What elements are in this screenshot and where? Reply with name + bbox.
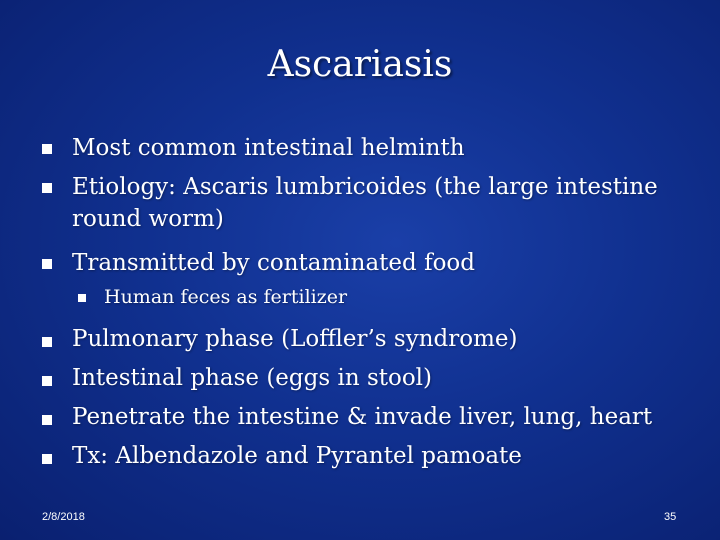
bullet-marker xyxy=(42,183,52,193)
bullet-item: Penetrate the intestine & invade liver, lung, heart xyxy=(72,404,653,430)
bullet-marker xyxy=(42,144,52,154)
bullet-marker xyxy=(42,376,52,386)
bullet-item: Etiology: Ascaris lumbricoides (the large intestine round worm) xyxy=(72,174,658,232)
bullet-item: Most common intestinal helminth xyxy=(72,135,465,161)
sub-bullet-item: Human feces as fertilizer xyxy=(104,286,348,308)
bullet-marker xyxy=(42,337,52,347)
footer-date: 2/8/2018 xyxy=(42,511,85,523)
sub-bullet-marker xyxy=(78,294,86,302)
bullet-marker xyxy=(42,454,52,464)
slide-title: Ascariasis xyxy=(267,44,453,85)
bullet-item: Transmitted by contaminated food xyxy=(72,250,475,276)
bullet-marker xyxy=(42,415,52,425)
bullet-item: Intestinal phase (eggs in stool) xyxy=(72,365,433,391)
footer-page-number: 35 xyxy=(664,511,677,523)
bullet-marker xyxy=(42,259,52,269)
bullet-item: Tx: Albendazole and Pyrantel pamoate xyxy=(72,443,522,469)
bullet-item: Pulmonary phase (Loffler’s syndrome) xyxy=(72,326,518,352)
